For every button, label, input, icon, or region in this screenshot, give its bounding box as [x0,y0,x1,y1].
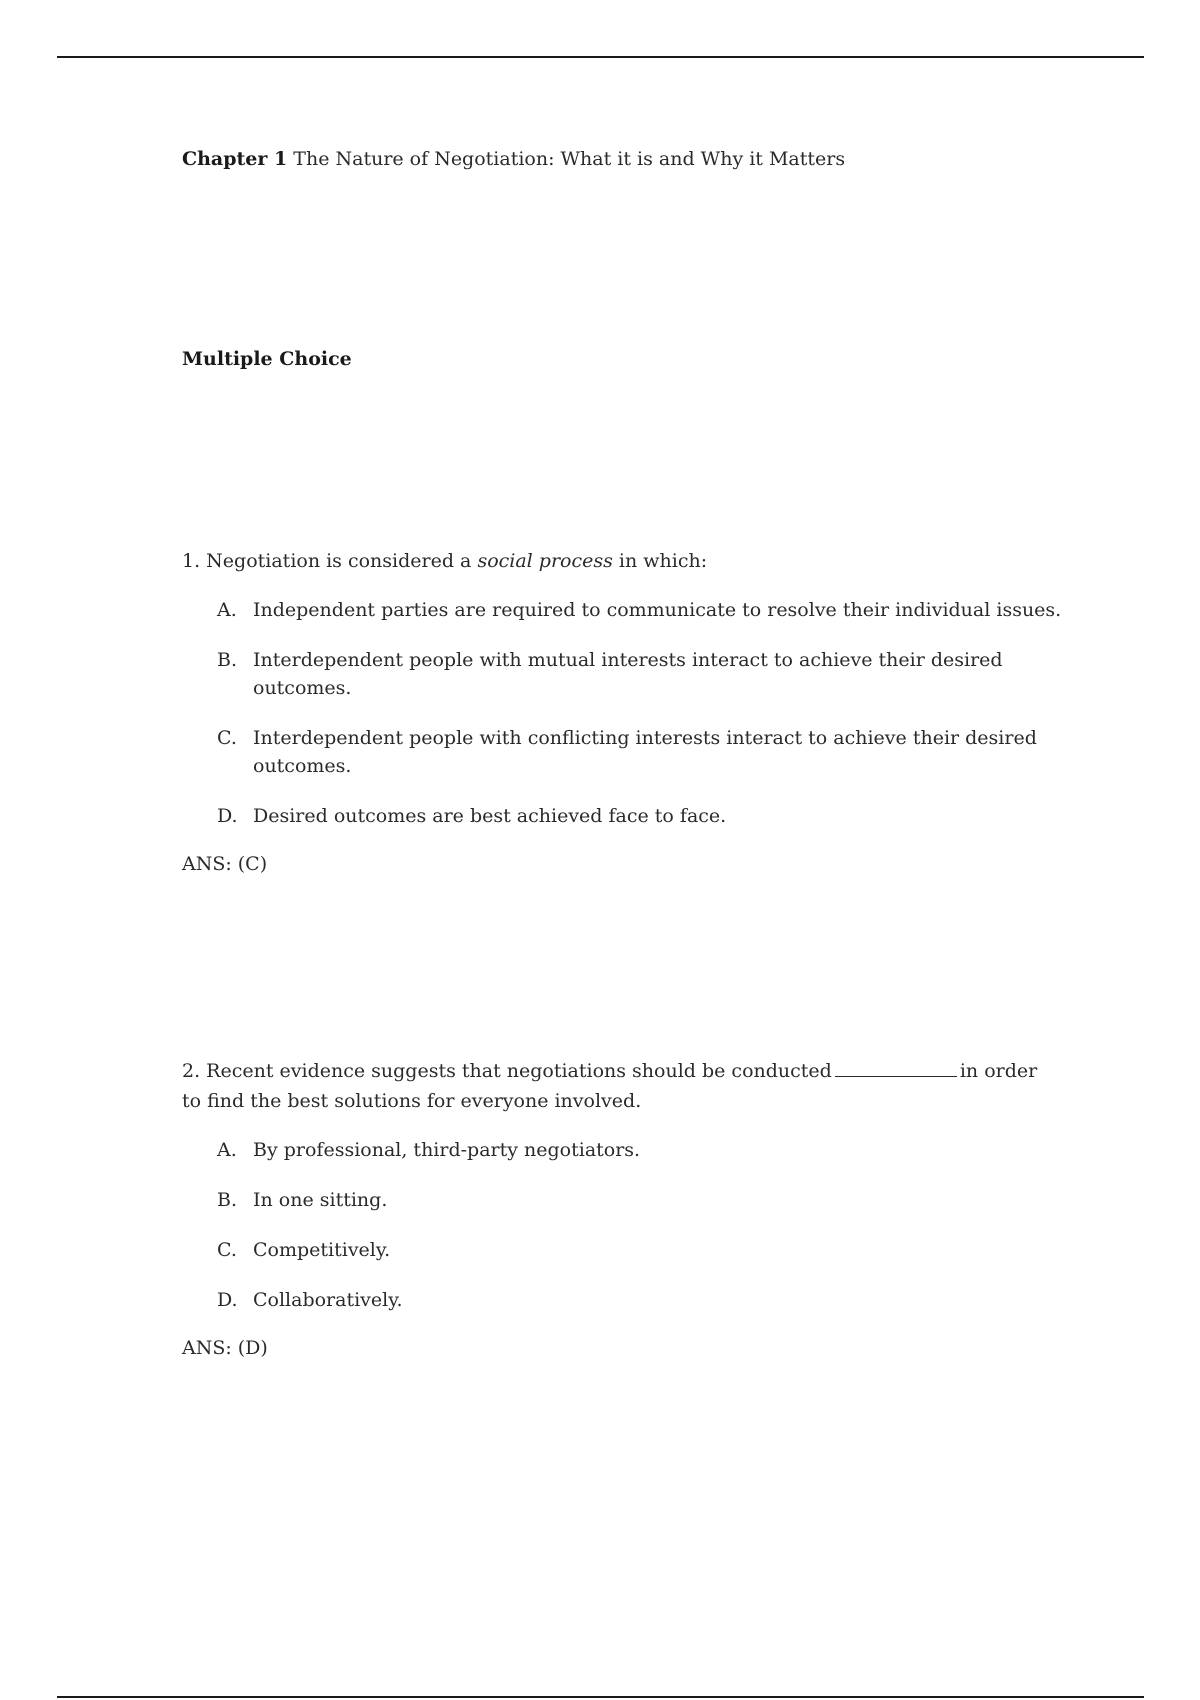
chapter-title [182,146,845,172]
option-letter: D. [217,1289,238,1311]
option-letter: B. [217,649,238,671]
question-1-option-b [182,646,1062,702]
answer-label: ANS: [182,1337,232,1359]
option-text: Interdependent people with conflicting interests interact to achieve their desired outcomes. [253,727,1037,777]
option-text: Desired outcomes are best achieved face to face. [253,805,727,827]
question-1-stem-prefix: 1. Negotiation is considered a [182,550,472,572]
option-letter: A. [217,599,237,621]
option-text: Collaboratively. [253,1289,403,1311]
answer-value: (C) [237,853,268,875]
option-letter: B. [217,1189,238,1211]
chapter-title-text: The Nature of Negotiation: What it is and Why it Matters [293,148,846,170]
question-1-stem-emphasis: social process [477,550,613,572]
question-1-stem [182,546,1062,576]
section-heading: Multiple Choice [182,348,352,370]
question-2-answer [182,1334,1062,1362]
question-2-stem-suffix: in order to find the best solutions for everyone involved. [182,1060,1038,1112]
answer-label: ANS: [182,853,232,875]
answer-blank [835,1062,957,1077]
question-1-option-d [182,802,1062,830]
question-1-stem-suffix: in which: [618,550,708,572]
question-1-option-c [182,724,1062,780]
question-2-option-b [182,1186,1062,1214]
option-letter: D. [217,805,238,827]
question-1-answer [182,850,1062,878]
option-text: Competitively. [253,1239,391,1261]
question-2-option-d [182,1286,1062,1314]
question-2-options [182,1136,1062,1314]
option-letter: A. [217,1139,237,1161]
question-2-option-a [182,1136,1062,1164]
option-text: Interdependent people with mutual interests interact to achieve their desired outcomes. [253,649,1003,699]
option-letter: C. [217,1239,237,1261]
question-1-option-a [182,596,1062,624]
question-2-stem [182,1056,1062,1116]
top-rule [57,56,1144,58]
chapter-number: Chapter 1 [182,148,288,170]
question-1-options [182,596,1062,830]
answer-value: (D) [237,1337,268,1359]
question-2-stem-prefix: 2. Recent evidence suggests that negotiations should be conducted [182,1060,832,1082]
option-text: Independent parties are required to communicate to resolve their individual issues. [253,599,1062,621]
option-text: In one sitting. [253,1189,388,1211]
bottom-rule [57,1696,1144,1698]
question-2 [182,1056,1062,1362]
question-1 [182,546,1062,878]
option-text: By professional, third-party negotiators. [253,1139,641,1161]
option-letter: C. [217,727,237,749]
question-2-option-c [182,1236,1062,1264]
